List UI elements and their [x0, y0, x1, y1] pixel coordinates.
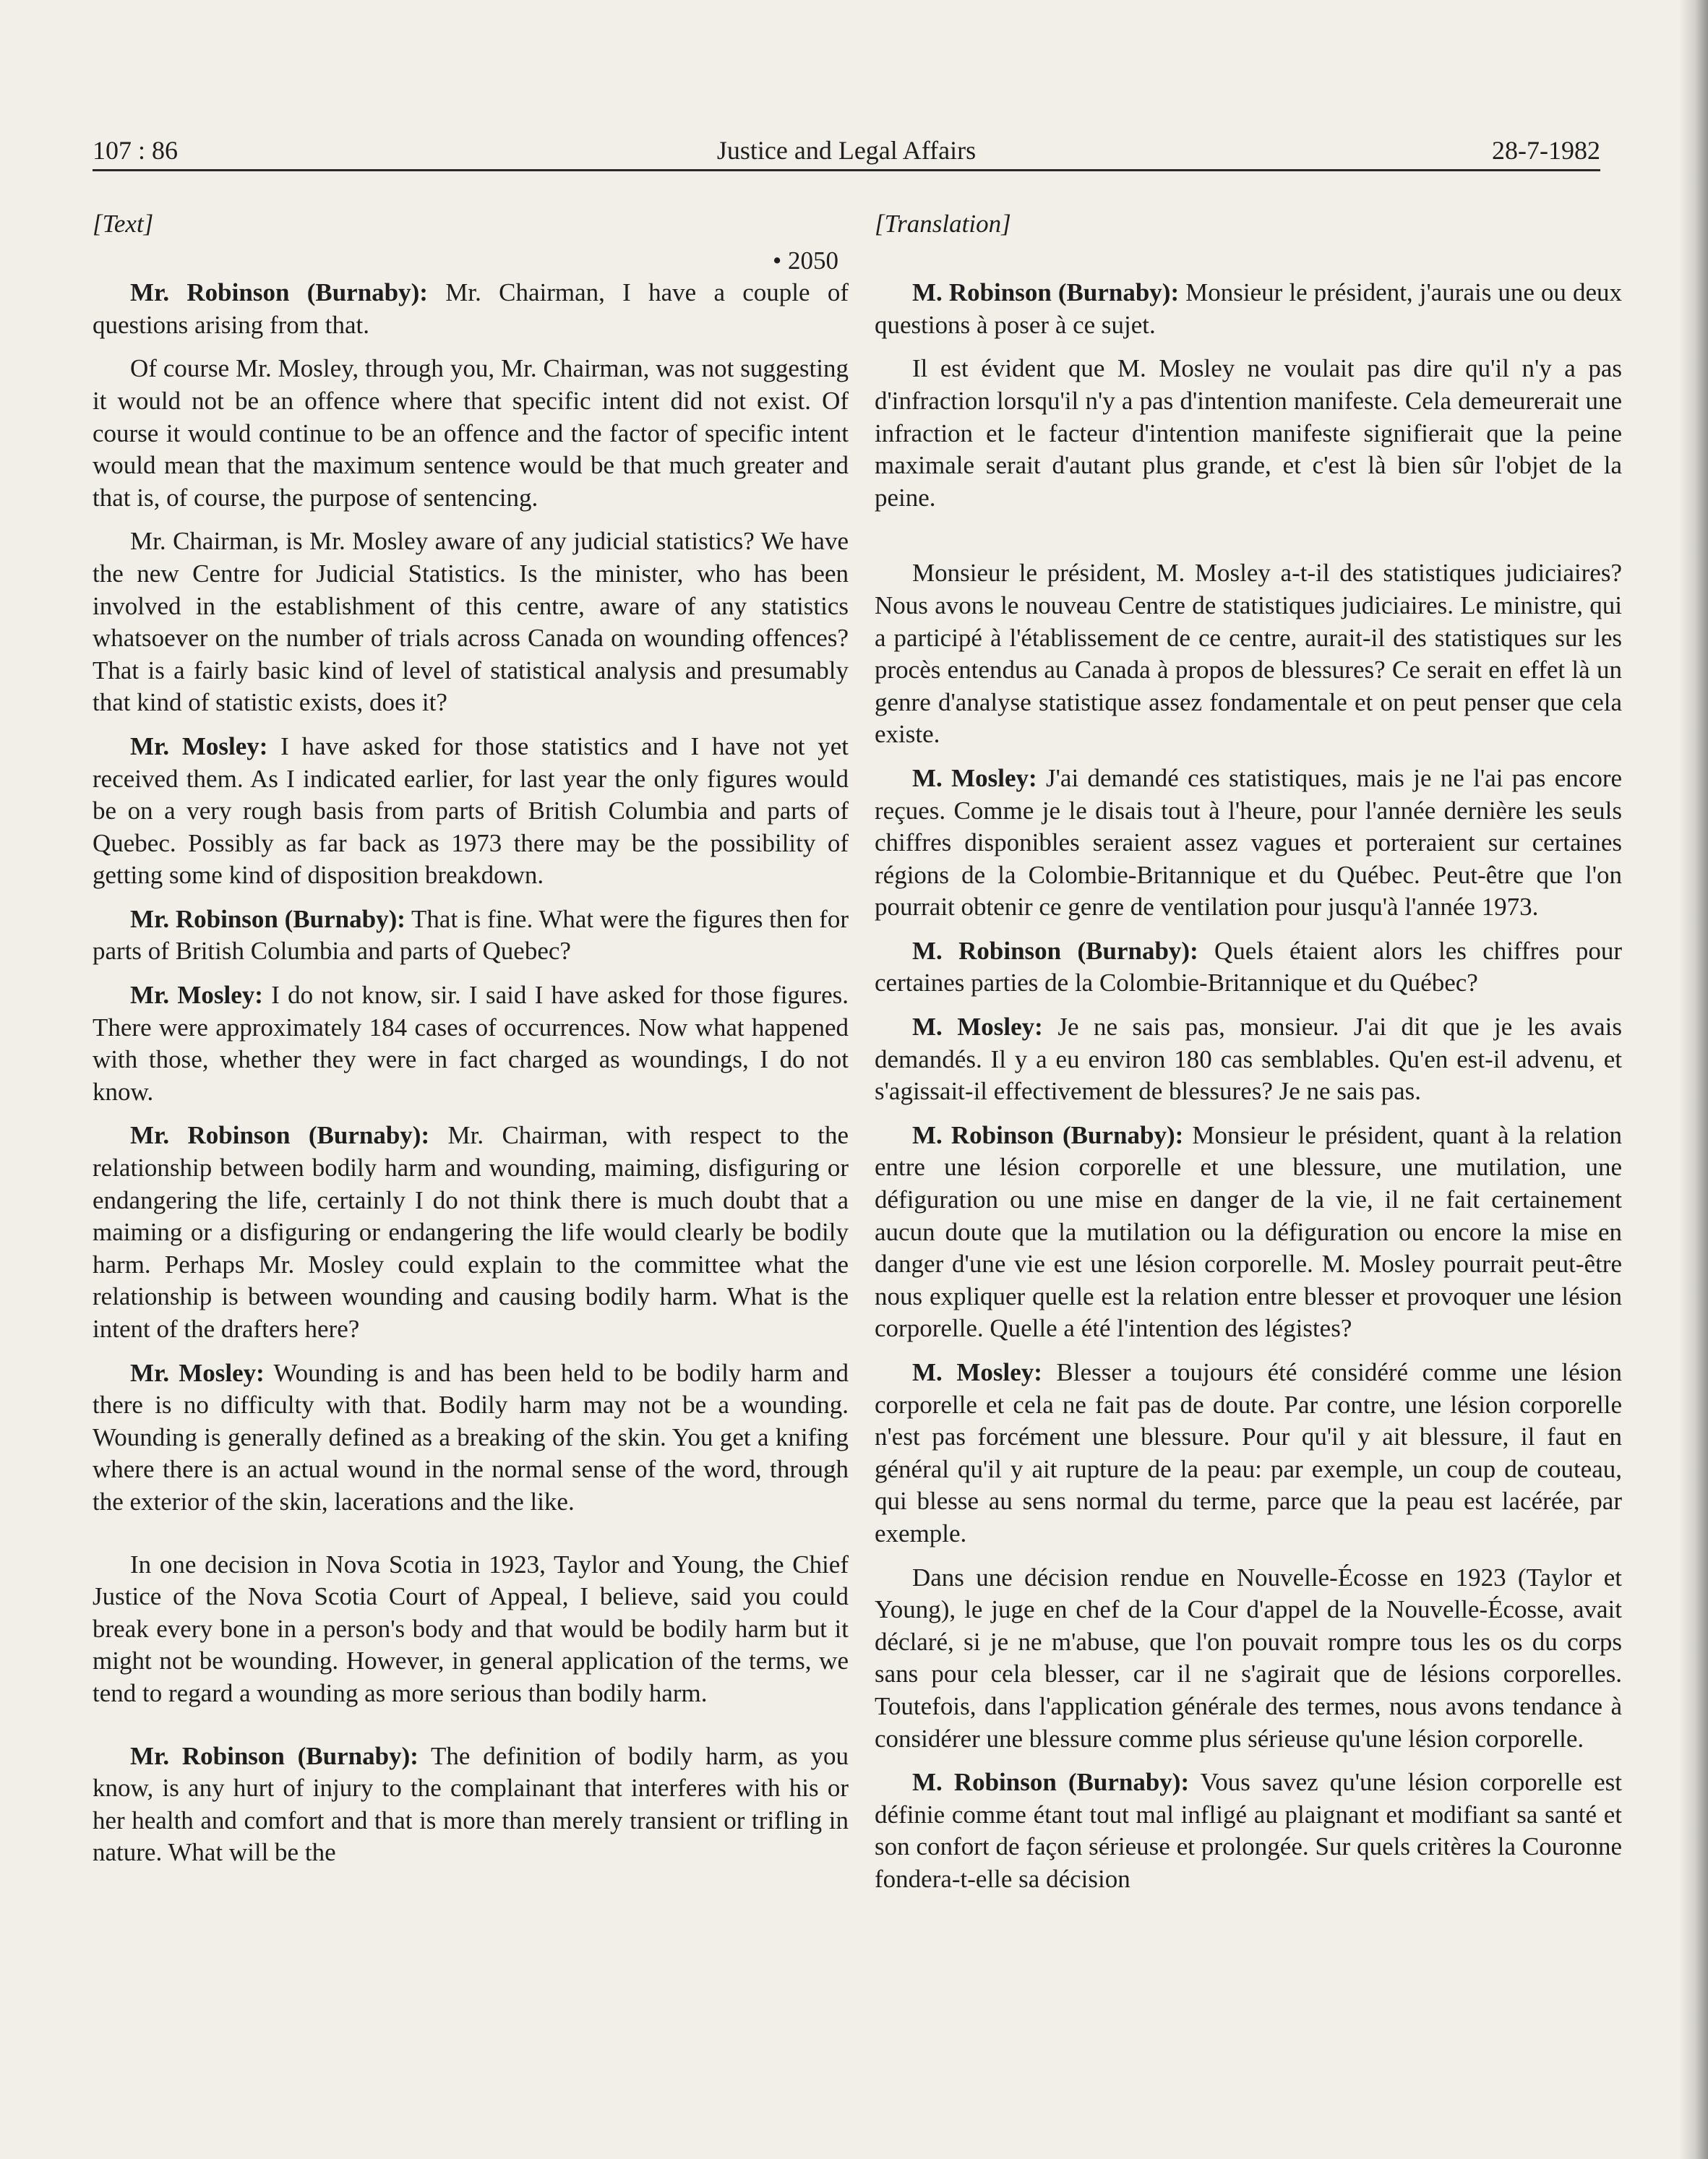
paragraph — [93, 525, 849, 719]
paragraph — [93, 1549, 849, 1710]
speaker-name: M. Robinson (Burnaby): — [912, 936, 1198, 965]
paragraph — [93, 1357, 849, 1519]
paragraph-text: Mr. Chairman, is Mr. Mosley aware of any judicial statistics? We have the new Centre for Judicial Statistics. Is the minister, who has been involved in the establishment of this centre, aware of any statistics whatsoever on the number of trials across Canada on wounding offences? That is a fairly basic kind of level of statistical analysis and presumably that kind of statistic exists, does it? — [93, 527, 849, 717]
paragraph-text: Monsieur le président, quant à la relation entre une lésion corporelle et une blessure, une mutilation, une défiguration ou une mise en danger de la vie, il ne fait certainement aucun doute que la mutilation ou la défiguration ou encore la mise en danger d'une vie est une lésion corporelle. M. Mosley pourrait peut-être nous expliquer quelle est la relation entre blesser et provoquer une lésion corporelle. Quelle a été l'intention des légistes? — [875, 1120, 1622, 1343]
french-column — [875, 208, 1622, 1907]
paragraph — [875, 1562, 1622, 1756]
paragraph — [93, 353, 849, 514]
paragraph-text: Mr. Chairman, I have a couple of questions arising from that. — [93, 278, 849, 339]
running-title: Justice and Legal Affairs — [716, 136, 977, 165]
paragraph-text: J'ai demandé ces statistiques, mais je ne l'ai pas encore reçues. Comme je le disais tout à l'heure, pour l'année dernière les seuls chiffres disponibles seraient assez vagues et porteraient sur certaines régions de la Colombie-Britannique et du Québec. Peut-être que l'on pourrait obtenir ce genre de ventilation pour jusqu'à l'année 1973. — [875, 763, 1623, 922]
speaker-name: M. Robinson (Burnaby): — [912, 1768, 1190, 1797]
paragraph-text: Monsieur le président, j'aurais une ou deux questions à poser à ce sujet. — [875, 278, 1622, 339]
paragraph — [875, 763, 1622, 924]
paragraph-text: Mr. Chairman, with respect to the relationship between bodily harm and wounding, maiming, disfiguring or endangering the life, certainly I do not think there is much doubt that a maiming or a disfiguring or endangering the life would clearly be bodily harm. Perhaps Mr. Mosley could explain to the committee what the relationship is between wounding and causing bodily harm. What is the intent of the drafters here? — [93, 1121, 849, 1343]
paragraph-text: Of course Mr. Mosley, through you, Mr. Chairman, was not suggesting it would not be an offence where that specific intent did not exist. Of course it would continue to be an offence and the factor of specific intent would mean that the maximum sentence would be that much greater and that is, of course, the purpose of sentencing. — [93, 354, 849, 512]
speaker-name: M. Robinson (Burnaby): — [912, 278, 1180, 307]
speaker-name: M. Mosley: — [912, 763, 1037, 792]
page-header — [93, 134, 1600, 166]
paragraph-text: Dans une décision rendue en Nouvelle-Écosse en 1923 (Taylor et Young), le juge en chef de la Cour d'appel de la Nouvelle-Écosse, avait déclaré, si je ne m'abuse, que l'on pouvait rompre tous les os du corps sans pour cela blesser, car il ne s'agirait que de lésions corporelles. Toutefois, dans l'application générale des termes, nous avons tendance à considérer une blessure comme plus sérieuse qu'une lésion corporelle. — [875, 1563, 1622, 1753]
paragraph — [875, 277, 1622, 341]
page-number: 107 : 86 — [93, 136, 179, 165]
time-marker: • 2050 — [772, 246, 838, 275]
paragraph-text: Blesser a toujours été considéré comme une lésion corporelle et cela ne fait pas de doute. Par contre, une lésion corporelle n'est pas forcément une blessure. Pour qu'il y ait blessure, il faut en général qu'il y ait rupture de la peau: par exemple, un coup de couteau, qui blesse au sens normal du terme, parce que la peau est lacérée, par exemple. — [875, 1358, 1622, 1548]
paragraph — [875, 935, 1622, 1000]
paragraph-text: In one decision in Nova Scotia in 1923, Taylor and Young, the Chief Justice of the Nova Scotia Court of Appeal, I believe, said you could break every bone in a person's body and that would be bodily harm but it might not be wounding. However, in general application of the terms, we tend to regard a wounding as more serious than bodily harm. — [93, 1550, 849, 1707]
section-label-text: [Text] — [93, 210, 154, 238]
paragraph-text: The definition of bodily harm, as you know, is any hurt of injury to the complainant that interferes with his or her health and comfort and that is more than merely transient or trifling in nature. What will be the — [93, 1741, 849, 1867]
paragraph — [875, 1357, 1622, 1550]
paragraph — [93, 903, 849, 968]
speaker-name: Mr. Robinson (Burnaby): — [130, 904, 405, 933]
paragraph — [875, 1011, 1622, 1108]
speaker-name: Mr. Robinson (Burnaby): — [130, 278, 428, 307]
paragraph — [93, 731, 849, 892]
paragraph-text: Il est évident que M. Mosley ne voulait pas dire qu'il n'y a pas d'infraction lorsqu'il n'y a pas d'intention manifeste. Cela demeurerait une infraction et le facteur d'intention manifeste signifierait que la peine maximale serait d'autant plus grande, et c'est là bien sûr l'objet de la peine. — [875, 354, 1622, 512]
paragraph-text: That is fine. What were the figures then for parts of British Columbia and parts of Quebec? — [93, 904, 849, 966]
page-edge-shadow — [1679, 0, 1708, 2159]
speaker-name: M. Robinson (Burnaby): — [912, 1120, 1184, 1149]
speaker-name: Mr. Robinson (Burnaby): — [130, 1121, 430, 1150]
paragraph — [93, 277, 849, 341]
header-date: 28-7-1982 — [1492, 136, 1600, 165]
paragraph-text: I have asked for those statistics and I have not yet received them. As I indicated earlier, for last year the only figures would be on a very rough basis from parts of British Columbia and parts of Quebec. Possibly as far back as 1973 there may be the possibility of getting some kind of disposition breakdown. — [93, 731, 849, 890]
speaker-name: M. Mosley: — [912, 1358, 1042, 1386]
paragraph-text: Je ne sais pas, monsieur. J'ai dit que je les avais demandés. Il y a eu environ 180 cas semblables. Qu'en est-il advenu, et s'agissait-il effectivement de blessures? Je ne sais pas. — [875, 1013, 1622, 1106]
section-label-translation: [Translation] — [875, 210, 1011, 238]
header-rule — [93, 169, 1600, 171]
paragraph-text: I do not know, sir. I said I have asked for those figures. There were approximately 184 cases of occurrences. Now what happened with those, whether they were in fact charged as woundings, I do not know. — [93, 981, 849, 1106]
speaker-name: Mr. Mosley: — [130, 1358, 265, 1387]
paragraph — [875, 1767, 1622, 1895]
paragraph — [875, 557, 1622, 751]
speaker-name: Mr. Robinson (Burnaby): — [130, 1741, 419, 1770]
marker-spacer — [875, 245, 1622, 278]
paragraph — [93, 1740, 849, 1869]
speaker-name: Mr. Mosley: — [130, 731, 268, 760]
paragraph-text: Wounding is and has been held to be bodily harm and there is no difficulty with that. Bodily harm may not be a wounding. Wounding is generally defined as a breaking of the skin. You get a knifing where there is an actual wound in the normal sense of the word, through the exterior of the skin, lacerations and the like. — [93, 1358, 849, 1516]
paragraph — [93, 1120, 849, 1345]
speaker-name: M. Mosley: — [912, 1013, 1043, 1042]
paragraph-text: Quels étaient alors les chiffres pour certaines parties de la Colombie-Britannique et du Québec? — [875, 936, 1622, 997]
paragraph-text: Monsieur le président, M. Mosley a-t-il des statistiques judiciaires? Nous avons le nouveau Centre de statistiques judiciaires. Le ministre, qui a participé à l'établissement de ce centre, aurait-il des statistiques sur les procès entendus au Canada à propos de blessures? Ce serait en effet là un genre d'analyse statistique assez fondamentale et on peut penser que cela existe. — [875, 559, 1622, 749]
paragraph — [875, 1120, 1622, 1345]
paragraph-text: Vous savez qu'une lésion corporelle est définie comme étant tout mal infligé au plaignant et modifiant sa santé et son confort de façon sérieuse et prolongée. Sur quels critères la Couronne fondera-t-elle sa décision — [875, 1768, 1622, 1893]
paragraph — [875, 353, 1622, 514]
paragraph — [93, 979, 849, 1108]
english-column — [93, 208, 849, 1881]
speaker-name: Mr. Mosley: — [130, 981, 263, 1010]
